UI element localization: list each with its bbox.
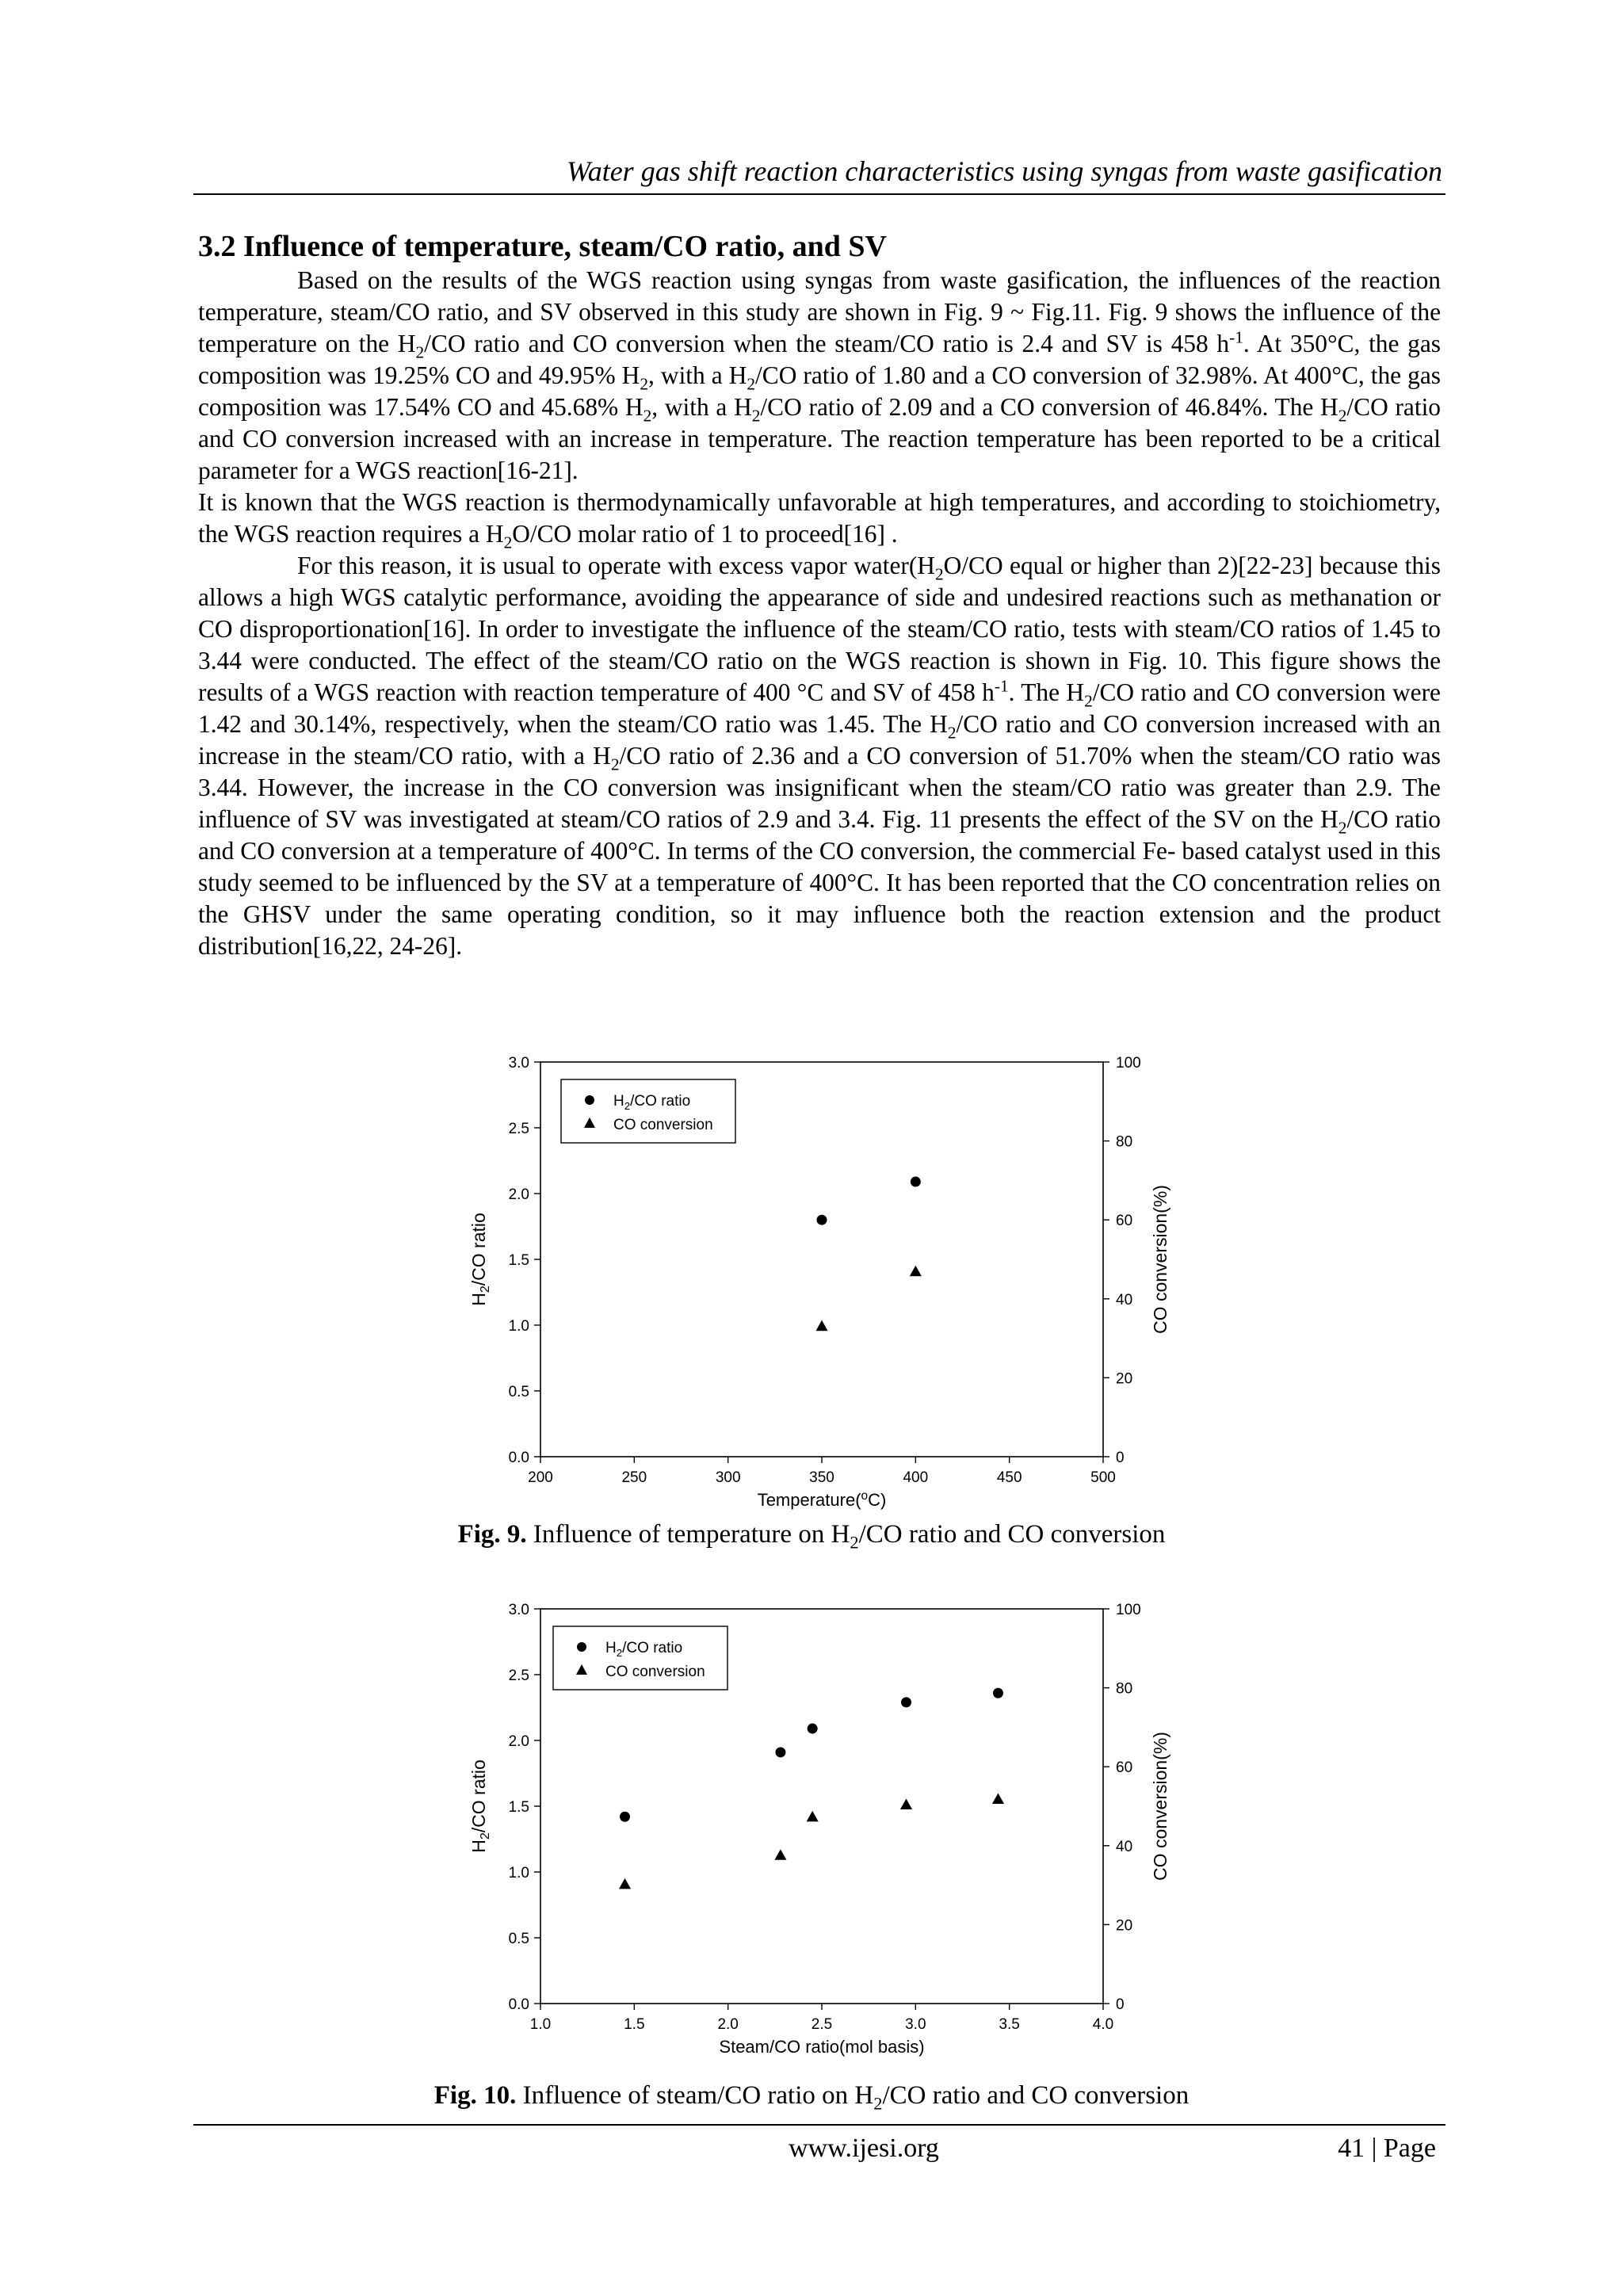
co-conversion-point: [900, 1798, 912, 1809]
y2-tick-label: 80: [1116, 1133, 1133, 1151]
h2co-ratio-point: [817, 1215, 827, 1225]
co-conversion-point: [992, 1793, 1004, 1804]
y-tick-label: 0.5: [508, 1384, 529, 1400]
x-tick-label: 2.0: [717, 2016, 739, 2033]
y2-tick-label: 60: [1116, 1213, 1133, 1230]
x-tick-label: 250: [621, 1469, 647, 1486]
figure-10-chart: [444, 1585, 1205, 2076]
y-tick-label: 2.5: [508, 1121, 529, 1137]
y2-tick-label: 60: [1116, 1759, 1133, 1777]
figure-9-plot: [444, 1038, 1205, 1530]
x-tick-label: 1.5: [624, 2016, 645, 2033]
co-conversion-point: [807, 1811, 819, 1822]
y-axis-label: $H_2/CO$ ratio: [468, 1759, 492, 1853]
legend-box: [553, 1626, 727, 1690]
y2-tick-label: 80: [1116, 1680, 1133, 1698]
x-tick-label: 450: [996, 1469, 1022, 1486]
x-tick-label: 350: [809, 1469, 834, 1486]
x-tick-label: 4.0: [1092, 2016, 1114, 2033]
legend-label: $H_2/CO$ ratio: [605, 1640, 683, 1659]
legend-label: CO conversion: [605, 1664, 705, 1680]
co-conversion-point: [910, 1266, 922, 1277]
legend-box: [561, 1079, 735, 1143]
legend-label: CO conversion: [613, 1117, 713, 1133]
y2-tick-label: 20: [1116, 1370, 1133, 1388]
figure-10-caption: Fig. 10. Influence of steam/CO ratio on $H_2/CO$ ratio and CO conversion: [433, 2081, 1190, 2114]
paragraph-1: Based on the results of the WGS reaction using syngas from waste gasification, the influences of the reaction temperature, steam/CO ratio, and SV observed in this study are shown in Fig. 9 ~ Fig.11. Fig. 9 shows the influence of the temperature on the $H_2/CO$ ratio and CO conversion when the steam/CO ratio is 2.4 and SV is 458 $h^{-1}$. At 350°C, the gas composition was 19.25% CO and 49.95% $H_2$, with a $H_2/CO$ ratio of 1.80 and a CO conversion of 32.98%. At 400°C, the gas composition was 17.54% CO and 45.68% $H_2$, with a $H_2/CO$ ratio of 2.09 and a CO conversion of 46.84%. The $H_2/CO$ ratio and CO conversion increased with an increase in temperature. The reaction temperature has been reported to be a critical parameter for a WGS reaction[16-21].: [198, 266, 1442, 484]
y2-tick-label: 40: [1116, 1838, 1133, 1855]
h2co-ratio-point: [901, 1697, 911, 1707]
y-tick-label: 1.5: [508, 1799, 529, 1816]
x-tick-label: 200: [528, 1469, 553, 1486]
h2co-ratio-point: [775, 1747, 785, 1757]
x-tick-label: 1.0: [529, 2016, 552, 2033]
co-conversion-point: [815, 1320, 827, 1331]
legend-circle-marker: [577, 1642, 586, 1652]
legend-label: $H_2/CO$ ratio: [613, 1093, 691, 1112]
y-tick-label: 2.5: [508, 1668, 529, 1684]
figure-9-caption: Fig. 9. Influence of temperature on $H_2/CO$ ratio and CO conversion: [457, 1520, 1166, 1553]
y2-tick-label: 0: [1116, 1450, 1125, 1466]
running-header: Water gas shift reaction characteristics using syngas from waste gasification: [567, 155, 1442, 187]
y-tick-label: 2.0: [508, 1733, 529, 1750]
h2co-ratio-point: [620, 1812, 630, 1822]
x-tick-label: 500: [1090, 1469, 1116, 1486]
y2-tick-label: 100: [1116, 1602, 1141, 1618]
y2-tick-label: 40: [1116, 1291, 1133, 1308]
x-axis-label: Temperature($^o$C): [757, 1489, 887, 1510]
y-tick-label: 2.0: [508, 1186, 529, 1203]
footer-page-number: 41 | Page: [1338, 2134, 1436, 2163]
x-axis-label: Steam/CO ratio(mol basis): [719, 2037, 925, 2057]
co-conversion-point: [774, 1849, 786, 1860]
section-heading: 3.2 Influence of temperature, steam/CO ratio, and SV: [198, 230, 887, 263]
y2-axis-label: CO conversion(%): [1150, 1732, 1170, 1881]
x-tick-label: 3.0: [905, 2016, 926, 2033]
paragraph-3: For this reason, it is usual to operate with excess vapor $water(H_2O/CO$ equal or higher than 2)[22-23] because this allows a high WGS catalytic performance, avoiding the appearance of side and undesired reactions such as methanation or CO disproportionation[16]. In order to investigate the influence of the steam/CO ratio, tests with steam/CO ratios of 1.45 to 3.44 were conducted. The effect of the steam/CO ratio on the WGS reaction is shown in Fig. 10. This figure shows the results of a WGS reaction with reaction temperature of 400 °C and SV of 458 $h^{-1}$. The $H_2/CO$ ratio and CO conversion were 1.42 and 30.14%, respectively, when the steam/CO ratio was 1.45. The $H_2/CO$ ratio and CO conversion increased with an increase in the steam/CO ratio, with a $H_2/CO$ ratio of 2.36 and a CO conversion of 51.70% when the steam/CO ratio was 3.44. However, the increase in the CO conversion was insignificant when the steam/CO ratio was greater than 2.9. The influence of SV was investigated at steam/CO ratios of 2.9 and 3.4. Fig. 11 presents the effect of the SV on the $H_2/CO$ ratio and CO conversion at a temperature of 400°C. In terms of the CO conversion, the commercial Fe- based catalyst used in this study seemed to be influenced by the SV at a temperature of 400°C. It has been reported that the CO concentration relies on the GHSV under the same operating condition, so it may influence both the reaction extension and the product distribution[16,22, 24-26].: [198, 552, 1441, 960]
co-conversion-point: [619, 1878, 631, 1889]
h2co-ratio-point: [808, 1724, 818, 1734]
y2-tick-label: 0: [1116, 1996, 1125, 2013]
legend-circle-marker: [585, 1095, 594, 1105]
paragraph-2: It is known that the WGS reaction is thermodynamically unfavorable at high temperatures, and according to stoichiometry, the WGS reaction requires a $H_2O/CO$ molar ratio of 1 to proceed[16] .: [198, 488, 1441, 552]
y-tick-label: 1.0: [508, 1318, 529, 1335]
header-rule: [193, 193, 1445, 195]
h2co-ratio-point: [993, 1688, 1003, 1698]
y-tick-label: 0.0: [508, 1450, 529, 1466]
h2co-ratio-point: [911, 1177, 921, 1187]
y-tick-label: 0.5: [508, 1931, 529, 1947]
y2-axis-label: CO conversion(%): [1150, 1185, 1170, 1334]
body-text: [198, 265, 1441, 962]
y2-tick-label: 100: [1116, 1055, 1141, 1072]
x-tick-label: 400: [903, 1469, 929, 1486]
footer-site: www.ijesi.org: [789, 2134, 939, 2163]
figure-9-chart: [444, 1038, 1205, 1530]
y2-tick-label: 20: [1116, 1917, 1133, 1935]
y-tick-label: 3.0: [508, 1055, 529, 1072]
y-tick-label: 1.0: [508, 1865, 529, 1881]
x-tick-label: 2.5: [811, 2016, 833, 2033]
y-tick-label: 1.5: [508, 1252, 529, 1269]
y-axis-label: $H_2/CO$ ratio: [468, 1213, 492, 1306]
footer-rule: [193, 2124, 1445, 2126]
x-tick-label: 3.5: [999, 2016, 1020, 2033]
figure-10-plot: [444, 1585, 1205, 2076]
y-tick-label: 0.0: [508, 1996, 529, 2013]
y-tick-label: 3.0: [508, 1602, 529, 1618]
x-tick-label: 300: [715, 1469, 741, 1486]
